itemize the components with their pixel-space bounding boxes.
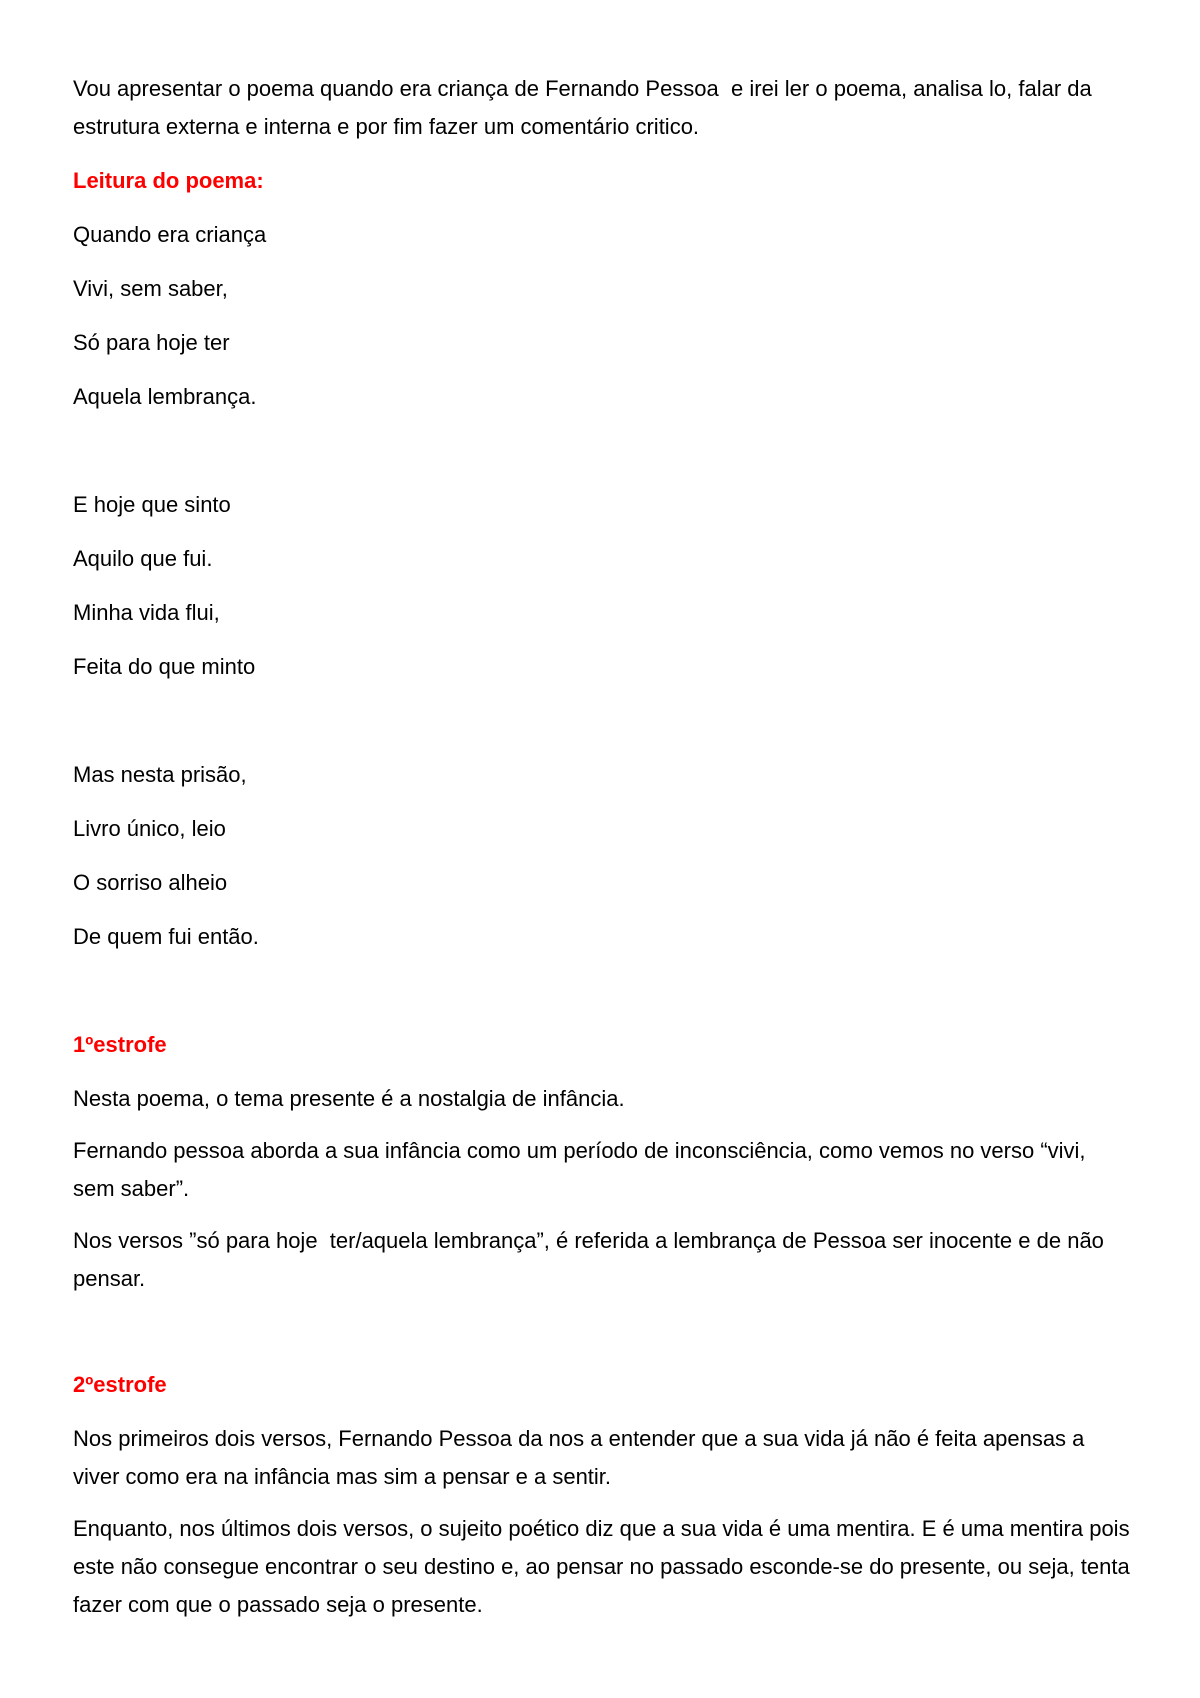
poem-verse: Aquilo que fui. (73, 546, 213, 571)
analysis-paragraph: Fernando pessoa aborda a sua infância como um período de inconsciência, como vemos no verso “vivi, sem saber”. (73, 1138, 1092, 1201)
section-stanza-2-analysis (73, 1366, 1136, 1624)
poem-verse: Mas nesta prisão, (73, 762, 247, 787)
poem-stanza-3 (73, 756, 1133, 956)
section-spacer (73, 972, 1133, 1026)
section-spacer (73, 1312, 1133, 1366)
poem-stanza-1 (73, 216, 1133, 416)
reading-heading: Leitura do poema: (73, 168, 264, 193)
poem-verse: Livro único, leio (73, 816, 226, 841)
stanza-spacer (73, 702, 1133, 756)
section-heading: 1ºestrofe (73, 1032, 167, 1057)
poem-verse: Quando era criança (73, 222, 267, 247)
poem-verse: Vivi, sem saber, (73, 276, 228, 301)
document-page (73, 70, 1136, 1638)
analysis-paragraph: Nos versos ”só para hoje ter/aquela lembrança”, é referida a lembrança de Pessoa ser inocente e de não pensar. (73, 1228, 1111, 1291)
poem-stanza-2 (73, 486, 1133, 686)
poem-verse: Feita do que minto (73, 654, 256, 679)
analysis-paragraph: Enquanto, nos últimos dois versos, o sujeito poético diz que a sua vida é uma mentira. E é uma mentira pois este não consegue encontrar o seu destino e, ao pensar no passado esconde-se do presente, ou seja, tenta fazer com que o passado seja o presente. (73, 1516, 1136, 1617)
section-heading: 2ºestrofe (73, 1372, 167, 1397)
poem-verse: Aquela lembrança. (73, 384, 257, 409)
poem-verse: E hoje que sinto (73, 492, 231, 517)
section-stanza-1-analysis (73, 1026, 1133, 1298)
poem-verse: Só para hoje ter (73, 330, 230, 355)
poem-verse: O sorriso alheio (73, 870, 228, 895)
poem-verse: De quem fui então. (73, 924, 259, 949)
analysis-paragraph: Nesta poema, o tema presente é a nostalgia de infância. (73, 1086, 625, 1111)
analysis-paragraph: Nos primeiros dois versos, Fernando Pessoa da nos a entender que a sua vida já não é feita apensas a viver como era na infância mas sim a pensar e a sentir. (73, 1426, 1091, 1489)
poem-verse: Minha vida flui, (73, 600, 220, 625)
intro-paragraph: Vou apresentar o poema quando era criança de Fernando Pessoa e irei ler o poema, analisa lo, falar da estrutura externa e interna e por fim fazer um comentário critico. (73, 76, 1098, 139)
stanza-spacer (73, 432, 1133, 486)
